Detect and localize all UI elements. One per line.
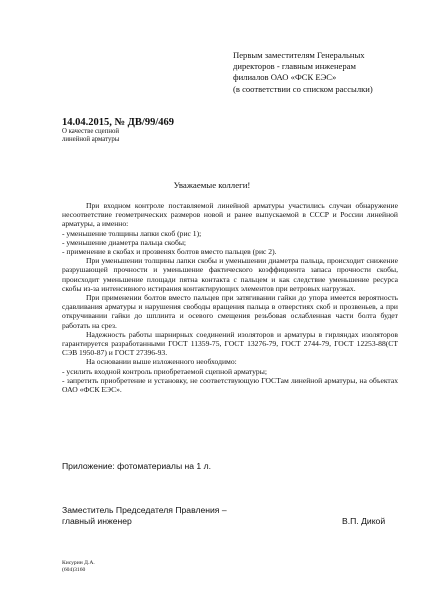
- subject-block: [62, 128, 119, 145]
- signer-title-line: Заместитель Председателя Правления –: [62, 505, 227, 515]
- body-paragraph: При уменьшении толщины лапки скобы и уменьшении диаметра пальца, происходит снижение разрушающей прочности и уменьшение фактического коэффициента запаса прочности скобы, происходит уменьшение площади пятна контакта с пальцем и как следствие уменьшение ресурса скобы из-за интенсивного истирания контактирующих элементов при ветровых нагрузках.: [62, 256, 398, 293]
- document-number: 14.04.2015, № ДВ/99/469: [62, 117, 174, 128]
- executor-name: Кисурин Д.А.: [62, 560, 95, 566]
- body-paragraph: При входном контроле поставляемой линейной арматуры участились случаи обнаружение несоответствие геометрических размеров новой и ранее выпускаемой в СССР и России линейной арматуры, а именно:: [62, 201, 398, 229]
- addressee-line: (в соответствии со списком рассылки): [233, 83, 373, 94]
- addressee-block: [233, 50, 413, 95]
- signer-name: В.П. Дикой: [342, 516, 386, 526]
- attachment-note: Приложение: фотоматериалы на 1 л.: [62, 461, 211, 471]
- list-item: - уменьшение диаметра пальца скобы;: [62, 237, 187, 247]
- body-paragraph: При применении болтов вместо пальцев при затягивании гайки до упора имеется вероятность сдавливания арматуры и нарушения свободы вращения пальца в отверстиях скоб и прозвеньев, а при откручивании гайки до шплинта и осевого смещения резьбовая ослабленная части болта будет работать на срез.: [62, 293, 398, 330]
- addressee-line: филиалов ОАО «ФСК ЕЭС»: [233, 72, 337, 83]
- executor-phone: (604)3160: [62, 567, 86, 573]
- addressee-line: Первым заместителям Генеральных: [233, 50, 365, 60]
- addressee-line: директоров - главным инженерам: [233, 61, 356, 72]
- subject-line: О качестве сцепной: [62, 128, 120, 135]
- letter-body: [62, 201, 398, 394]
- signer-title: [62, 505, 227, 527]
- subject-line: линейной арматуры: [62, 136, 120, 144]
- greeting: Уважаемые коллеги!: [173, 180, 251, 190]
- body-paragraph: Надежность работы шарнирных соединений изоляторов и арматуры в гирляндах изоляторов гарантируется разработанными ГОСТ 11359-75, ГОСТ 13276-79, ГОСТ 2744-79, ГОСТ 12253-88(СТ СЭВ 1950-87) и ГОСТ 27396-93.: [62, 329, 398, 358]
- signer-title-line: главный инженер: [62, 516, 132, 526]
- body-paragraph: На основании выше изложенного необходимо:: [86, 357, 237, 367]
- executor-block: [62, 560, 95, 574]
- list-item: - запретить приобретение и установку, не соответствующую ГОСТам линейной арматуры, на объектах ОАО «ФСК ЕЭС».: [62, 375, 398, 395]
- list-item: - применение в скобах и прозвенях болтов вместо пальцев (рис 2).: [62, 247, 277, 257]
- list-item: - усилить входной контроль приобретаемой сцепной арматуры;: [62, 366, 267, 376]
- list-item: - уменьшение толщины лапки скоб (рис 1);: [62, 228, 202, 238]
